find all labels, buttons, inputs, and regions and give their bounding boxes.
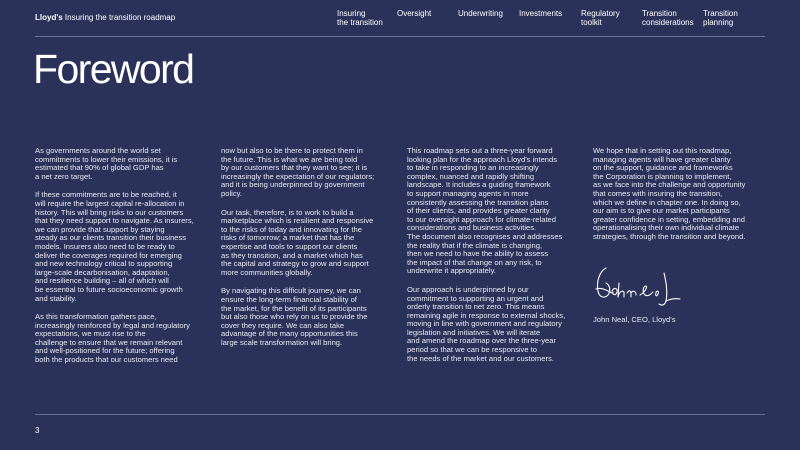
header-divider	[35, 36, 765, 37]
header	[35, 9, 765, 37]
page-title: Foreword	[33, 46, 194, 92]
paragraph: If these commitments are to be reached, it will require the largest capital re-allocation in history. This will bring risks to our customers that they need support to navigate. As insurers, we can provide that support by staying steady as our clients transition their business models. Insurers also need to be ready to deliver the coverages required for emerging and new technology critical to supporting large-scale decarbonisation, adaptation, and resilience building – all of which will be essential to future socioeconomic growth and stability.	[35, 190, 194, 303]
paragraph: Our approach is underpinned by our commitment to supporting an urgent and orderly transition to net zero. This means remaining agile in response to external shocks, moving in line with government and regulatory legislation and initiatives. We will iterate and amend the roadmap over the three-year period so that we can be responsive to the needs of the market and our customers.	[407, 284, 566, 363]
nav-item-underwriting[interactable]: Underwriting	[458, 9, 503, 18]
page-number: 3	[35, 426, 40, 435]
paragraph: As governments around the world set commitments to lower their emissions, it is estimated that 90% of global GDP has a net zero target.	[35, 146, 178, 181]
text-column-1	[35, 147, 215, 375]
document-title: Insuring the transition roadmap	[64, 13, 176, 22]
nav-item-investments[interactable]: Investments	[519, 9, 563, 18]
text-column-4	[593, 147, 773, 252]
top-nav	[35, 9, 765, 37]
signature-caption: John Neal, CEO, Lloyd's	[593, 315, 676, 324]
nav-item-insuring-the-transition[interactable]: Insuring the transition	[337, 9, 383, 27]
nav-item-oversight[interactable]: Oversight	[397, 9, 432, 18]
paragraph: Our task, therefore, is to work to build a marketplace which is resilient and responsive to the risks of today and innovating for the risks of tomorrow; a market that has the expertise and tools to support our clients as they transition, and a market which has the capital and strategy to grow and support more communities globally.	[221, 207, 374, 277]
paragraph: We hope that in setting out this roadmap, managing agents will have greater clarity on the support, guidance and frameworks the Corporation is planning to implement, as we face into the challenge and opportunity that comes with insuring the transition, which we define in chapter one. In doing so, our aim is to give our market participants greater confidence in setting, embedding and operationalising their own individual climate strategies, through the transition and beyond.	[593, 146, 746, 241]
paragraph: This roadmap sets out a three-year forward looking plan for the approach Lloyd's intends to take in responding to an increasingly complex, nuanced and rapidly shifting landscape. It includes a guiding framework to support managing agents in more consistently assessing the transition plans of their clients, and provides greater clarity to our oversight approach for climate-related considerations and business activities. The document also recognises and addresses the reality that if the climate is changing, then we need to have the ability to assess the impact of that change on any risk, to underwrite it appropriately.	[407, 146, 563, 276]
paragraph: By navigating this difficult journey, we can ensure the long-term financial stability of the market, for the benefit of its participants but also those who rely on us to provide the cover they require. We can also take advantage of the many opportunities this large scale transformation will bring.	[221, 286, 368, 347]
paragraph: As this transformation gathers pace, increasingly reinforced by legal and regulatory expectations, we must rise to the challenge to ensure that we remain relevant and well-positioned for the future; offering both the products that our customers need	[35, 312, 190, 365]
text-column-3	[407, 147, 587, 373]
nav-item-transition-considerations[interactable]: Transition considerations	[642, 9, 694, 27]
nav-item-regulatory-toolkit[interactable]: Regulatory toolkit	[581, 9, 620, 27]
signature-icon	[592, 259, 692, 311]
nav-item-transition-planning[interactable]: Transition planning	[703, 9, 738, 27]
paragraph: now but also to be there to protect them in the future. This is what we are being told by our customers that they want to see; it is increasingly the expectation of our regulators; and it is being underpinned by government policy.	[221, 146, 375, 198]
footer-divider	[35, 414, 765, 415]
lloyds-logo: Lloyd's	[35, 13, 63, 22]
text-column-2	[221, 147, 401, 357]
